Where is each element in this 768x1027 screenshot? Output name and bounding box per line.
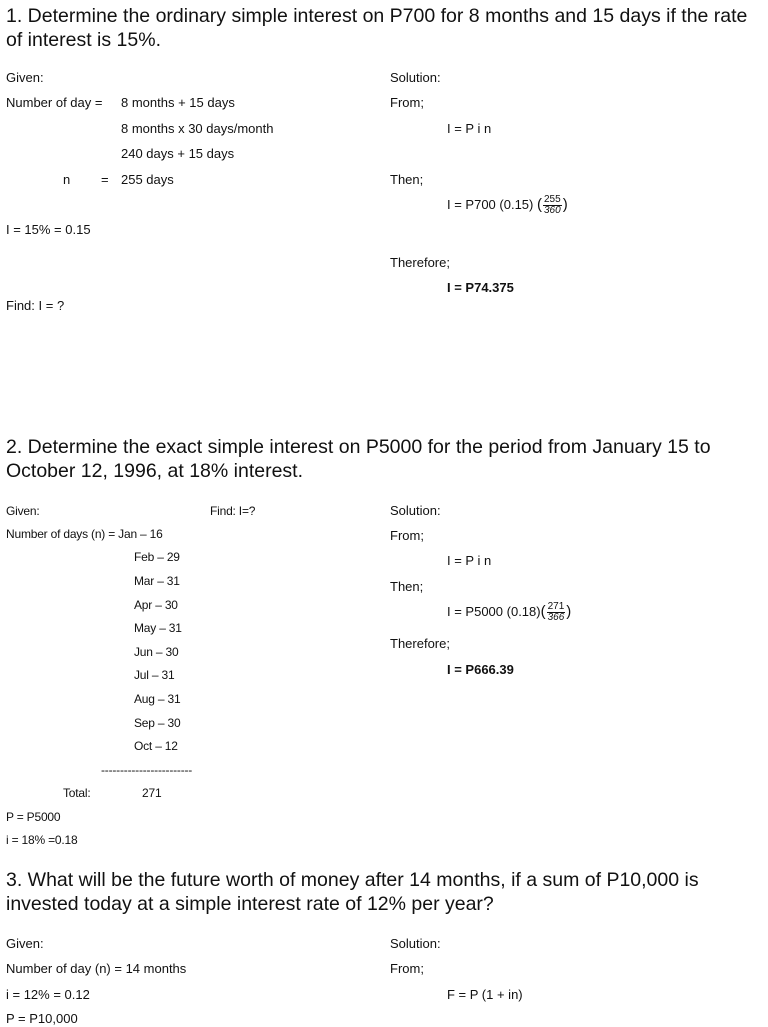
p1-days-line3: 240 days + 15 days: [121, 146, 235, 161]
p1-n-label: n: [63, 172, 71, 187]
p2-calc-prefix: I = P5000 (0.18): [447, 603, 541, 619]
p1-answer: I = P74.375: [447, 280, 514, 295]
p1-given-label: Given:: [6, 70, 44, 85]
p2-calculation: [447, 602, 571, 623]
p1-find: Find: I = ?: [6, 298, 65, 313]
p2-fraction-numerator: 271: [547, 601, 565, 612]
p1-fraction-numerator: 255: [544, 194, 561, 205]
p1-calc-prefix: I = P700 (0.15): [447, 196, 534, 212]
p2-month-jul: Jul – 31: [134, 668, 175, 682]
p1-formula: I = P i n: [447, 121, 492, 136]
p2-answer: I = P666.39: [447, 662, 514, 677]
p3-from-label: From;: [390, 961, 424, 976]
p1-from-label: From;: [390, 95, 424, 110]
p2-solution-label: Solution:: [390, 503, 441, 518]
p1-days-label: Number of day =: [6, 95, 103, 110]
p1-days-line1: 8 months + 15 days: [121, 95, 235, 110]
p2-principal: P = P5000: [6, 810, 61, 824]
p1-rate: I = 15% = 0.15: [6, 222, 91, 237]
p2-open-paren: (: [540, 602, 546, 620]
p1-then-label: Then;: [390, 172, 424, 187]
p2-days-label: Number of days (n) = Jan – 16: [6, 527, 163, 541]
p3-given-label: Given:: [6, 936, 44, 951]
p1-open-paren: (: [537, 195, 542, 213]
p1-close-paren: ): [562, 195, 568, 213]
p1-therefore-label: Therefore;: [390, 255, 450, 270]
p2-total-label: Total:: [63, 786, 91, 800]
p2-month-apr: Apr – 30: [134, 598, 178, 612]
p2-formula: I = P i n: [447, 553, 492, 568]
p2-rate: i = 18% =0.18: [6, 833, 78, 847]
p3-rate: i = 12% = 0.12: [6, 987, 90, 1002]
p2-therefore-label: Therefore;: [390, 636, 450, 651]
p2-fraction-denominator: 366: [547, 612, 565, 623]
p3-days-label: Number of day (n) = 14 months: [6, 961, 187, 976]
p2-month-oct: Oct – 12: [134, 739, 178, 753]
p2-month-may: May – 31: [134, 621, 182, 635]
p2-month-aug: Aug – 31: [134, 692, 181, 706]
p1-calculation: [447, 195, 568, 216]
p2-total-value: 271: [142, 786, 162, 800]
p1-solution-label: Solution:: [390, 70, 441, 85]
p2-from-label: From;: [390, 528, 424, 543]
p3-principal: P = P10,000: [6, 1011, 78, 1026]
p1-days-line2: 8 months x 30 days/month: [121, 121, 274, 136]
p1-n-equals: =: [101, 172, 109, 187]
p2-then-label: Then;: [390, 579, 424, 594]
p2-fraction: [547, 602, 566, 623]
p2-month-jun: Jun – 30: [134, 645, 179, 659]
p2-month-sep: Sep – 30: [134, 716, 181, 730]
problem-1-question: 1. Determine the ordinary simple interest on P700 for 8 months and 15 days if the rate of interest is 15%.: [6, 5, 748, 51]
p2-find: Find: I=?: [210, 504, 256, 518]
p3-solution-label: Solution:: [390, 936, 441, 951]
p3-formula: F = P (1 + in): [447, 987, 523, 1002]
p2-close-paren: ): [566, 602, 572, 620]
p2-divider: ------------------------: [101, 763, 193, 777]
p1-n-value: 255 days: [121, 172, 174, 187]
p1-fraction-denominator: 360: [544, 205, 561, 216]
p1-fraction: [543, 195, 562, 216]
p2-month-feb: Feb – 29: [134, 550, 180, 564]
problem-2-question: 2. Determine the exact simple interest on P5000 for the period from January 15 to October 12, 1996, at 18% interest.: [6, 436, 711, 482]
problem-3-question: 3. What will be the future worth of money after 14 months, if a sum of P10,000 is invested today at a simple interest rate of 12% per year?: [6, 869, 699, 915]
p2-given-label: Given:: [6, 504, 40, 518]
p2-month-mar: Mar – 31: [134, 574, 180, 588]
